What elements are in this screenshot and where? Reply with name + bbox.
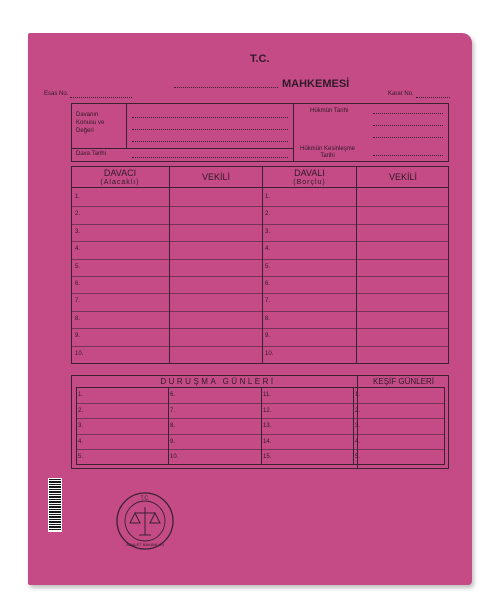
davali-row-number: 5. xyxy=(265,263,271,270)
durusma-col2-number: 6. xyxy=(170,392,176,398)
mahkemesi-heading: MAHKEMESİ xyxy=(282,78,350,90)
barcode-sticker xyxy=(48,478,62,532)
info-divider-3 xyxy=(71,148,293,149)
hearing-col-div-1 xyxy=(168,387,169,465)
durusma-gunleri-header: DURUŞMA GÜNLERİ xyxy=(160,377,276,386)
party-row-line xyxy=(71,224,449,225)
info-divider-1 xyxy=(126,103,127,148)
durusma-col3-number: 13. xyxy=(263,423,272,430)
kesif-number: 4. xyxy=(355,438,361,445)
davaci-row-number: 3. xyxy=(75,228,81,235)
davaci-header: DAVACI (Alacaklı) xyxy=(100,168,140,186)
davaci-row-number: 9. xyxy=(75,333,81,340)
party-row-line xyxy=(71,206,449,207)
davaci-row-number: 7. xyxy=(75,298,81,305)
kesif-number: 1. xyxy=(355,392,361,398)
esas-no-label: Esas No. xyxy=(44,91,69,97)
davali-row-number: 4. xyxy=(265,246,271,253)
davaci-row-number: 4. xyxy=(75,246,81,253)
kesinlesme-dots xyxy=(373,155,443,156)
durusma-col2-number: 7. xyxy=(170,407,176,414)
davaci-row-number: 5. xyxy=(75,263,81,270)
davali-row-number: 7. xyxy=(265,298,271,305)
davaci-row-number: 2. xyxy=(75,211,81,218)
seal-bottom-text: ADALET BAKANLIĞI xyxy=(126,542,164,547)
durusma-col3-number: 14. xyxy=(263,438,272,445)
party-row-line xyxy=(71,259,449,260)
konu-dots-1 xyxy=(132,117,288,118)
kesinlesme-label: Hükmün Kesinleşme Tarihi xyxy=(300,146,356,159)
ministry-seal xyxy=(115,491,175,551)
party-row-line xyxy=(71,346,449,347)
davali-header: DAVALI (Borçlu) xyxy=(293,168,326,186)
court-file-folder xyxy=(28,33,472,585)
party-row-line xyxy=(71,293,449,294)
davali-row-number: 10. xyxy=(265,350,274,357)
davaci-row-number: 8. xyxy=(75,315,81,322)
durusma-col3-number: 11. xyxy=(263,392,271,398)
info-divider-2 xyxy=(293,103,294,162)
davanin-konusu-label: Davanın Konusu ve Değeri xyxy=(76,112,105,134)
davaci-row-number: 6. xyxy=(75,281,81,287)
konu-dots-2 xyxy=(132,129,288,130)
hearing-col-div-3 xyxy=(353,387,354,465)
party-row-line xyxy=(71,276,449,277)
tc-heading: T.C. xyxy=(250,53,270,65)
seal-top-text: T.C. xyxy=(140,495,150,502)
durusma-col2-number: 10. xyxy=(170,454,179,461)
kesif-number: 5. xyxy=(355,454,361,461)
durusma-col1-number: 3. xyxy=(78,423,84,430)
davali-row-number: 1. xyxy=(265,194,271,200)
party-row-line xyxy=(71,328,449,329)
kesif-number: 3. xyxy=(355,423,361,430)
court-name-dots xyxy=(174,87,278,88)
vekili-header-2: VEKİLİ xyxy=(388,172,417,182)
davali-row-number: 2. xyxy=(265,211,271,218)
durusma-col2-number: 9. xyxy=(170,438,176,445)
durusma-col1-number: 1. xyxy=(78,392,84,398)
davali-row-number: 3. xyxy=(265,228,271,235)
davaci-row-number: 1. xyxy=(75,194,81,200)
dava-tarihi-dots xyxy=(132,157,288,158)
parties-col-div-2 xyxy=(262,166,263,364)
davali-row-number: 8. xyxy=(265,315,271,322)
esas-no-dots xyxy=(70,97,132,98)
vekili-header-1: VEKİLİ xyxy=(201,172,230,182)
davaci-row-number: 10. xyxy=(75,350,84,357)
party-row-line xyxy=(71,311,449,312)
kesif-number: 2. xyxy=(355,407,361,414)
hukum-dots-3 xyxy=(373,137,443,138)
davali-row-number: 6. xyxy=(265,281,271,287)
hearing-row-line xyxy=(76,418,445,419)
case-info-box xyxy=(71,103,449,162)
parties-header-line xyxy=(71,187,449,188)
hearing-row-line xyxy=(76,434,445,435)
konu-dots-3 xyxy=(132,141,288,142)
hukum-dots-1 xyxy=(373,113,443,114)
durusma-col1-number: 4. xyxy=(78,438,84,445)
karar-no-dots xyxy=(416,97,450,98)
davali-row-number: 9. xyxy=(265,333,271,340)
party-row-line xyxy=(71,241,449,242)
hukum-dots-2 xyxy=(373,125,443,126)
durusma-col3-number: 15. xyxy=(263,454,272,461)
parties-col-div-1 xyxy=(169,166,170,364)
dava-tarihi-label: Dava Tarihi xyxy=(76,151,106,157)
parties-table xyxy=(71,166,449,364)
durusma-col3-number: 12. xyxy=(263,407,272,414)
hukmun-tarihi-label: Hükmün Tarihi xyxy=(310,108,349,114)
kesif-gunleri-header: KEŞİF GÜNLERİ xyxy=(373,377,434,386)
hearing-row-line xyxy=(76,403,445,404)
durusma-col2-number: 8. xyxy=(170,423,176,430)
parties-col-div-3 xyxy=(356,166,357,364)
durusma-col1-number: 5. xyxy=(78,454,84,461)
karar-no-label: Karar No. xyxy=(388,91,414,97)
durusma-col1-number: 2. xyxy=(78,407,84,414)
hearing-row-line xyxy=(76,449,445,450)
hearing-col-div-2 xyxy=(261,387,262,465)
